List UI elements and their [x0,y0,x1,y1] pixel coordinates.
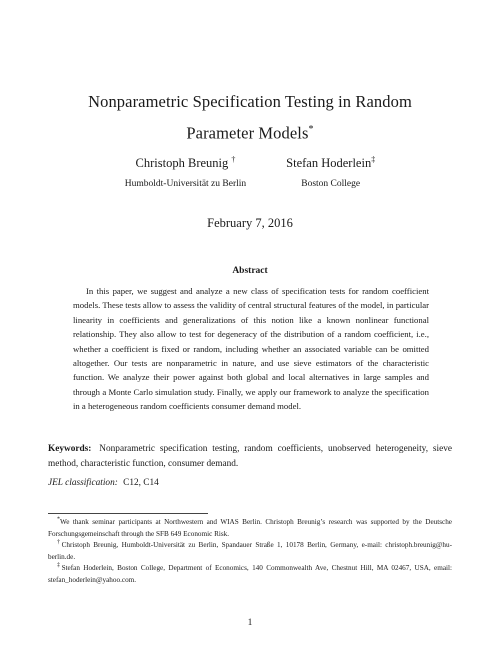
keywords [48,442,452,471]
author-block [60,152,440,191]
abstract-text: In this paper, we suggest and analyze a new class of specification tests for random coefficient models. These tests allow to assess the validity of central structural features of the model, in particular linearity in coefficients and generalizations of this notion like a known nonlinear functional relationship. They also allow to test for degeneracy of the distribution of a random coefficient, i.e., whether a coefficient is fixed or random, including whether an associated variable can be omitted altogether. Our tests are nonparametric in nature, and use sieve estimators of the characteristic function. We analyze their power against both global and local alternatives in large samples and through a Monte Carlo simulation study. Finally, we apply our framework to analyze the specification in a heterogeneous random coefficients consumer demand model. [73,286,429,412]
paper-title [60,88,440,148]
footnotes [48,517,452,587]
footnote-2-text: Christoph Breunig, Humboldt-Universität zu Berlin, Spandauer Straße 1, 10178 Berlin, Germany, e-mail: christoph.breunig@hu-berlin.de. [48,541,453,561]
footnote-1-mark: * [57,516,60,523]
title-line-1: Nonparametric Specification Testing in Random [88,92,412,111]
title-line-2 [60,116,440,148]
author-1-name: Christoph Breunig [135,156,229,171]
author-1-name-line [125,152,246,171]
author-1-affiliation: Humboldt-Universität zu Berlin [124,179,247,190]
jel-label: JEL classification: [48,478,118,488]
footnote-2 [48,540,452,563]
author-1-mark: † [231,155,236,164]
footnote-1 [48,517,452,540]
footnote-2-mark: † [57,539,62,546]
keywords-text: Nonparametric specification testing, random coefficients, unobserved heterogeneity, sieve method, characteristic function, consumer demand. [48,444,453,469]
author-2 [286,152,375,191]
title-footnote-mark: * [308,124,314,135]
author-2-affiliation: Boston College [301,179,361,190]
abstract-heading: Abstract [232,266,268,276]
footnote-3 [48,563,452,586]
author-2-name-line [286,152,375,171]
author-2-name: Stefan Hoderlein [286,156,372,171]
footnote-3-text: Stefan Hoderlein, Boston College, Department of Economics, 140 Commonwealth Ave, Chestnut Hill, MA 02467, USA, email: stefan_hoderlein@yahoo.com. [48,564,453,584]
footnote-3-mark: ‡ [57,562,62,569]
footnote-rule [48,513,208,514]
paper-date: February 7, 2016 [207,216,293,230]
author-2-mark: ‡ [371,155,376,164]
keywords-label: Keywords: [48,444,92,454]
page-number: 1 [247,618,253,628]
footnote-1-text: We thank seminar participants at Northwestern and WIAS Berlin. Christoph Breunig’s research was supported by the Deutsche Forschungsgemeinschaft through the SFB 649 Economic Risk. [48,518,452,538]
title-line-2-text: Parameter Models [186,123,309,143]
jel-codes: C12, C14 [123,478,159,488]
jel-classification [48,478,452,488]
author-1 [125,152,246,191]
